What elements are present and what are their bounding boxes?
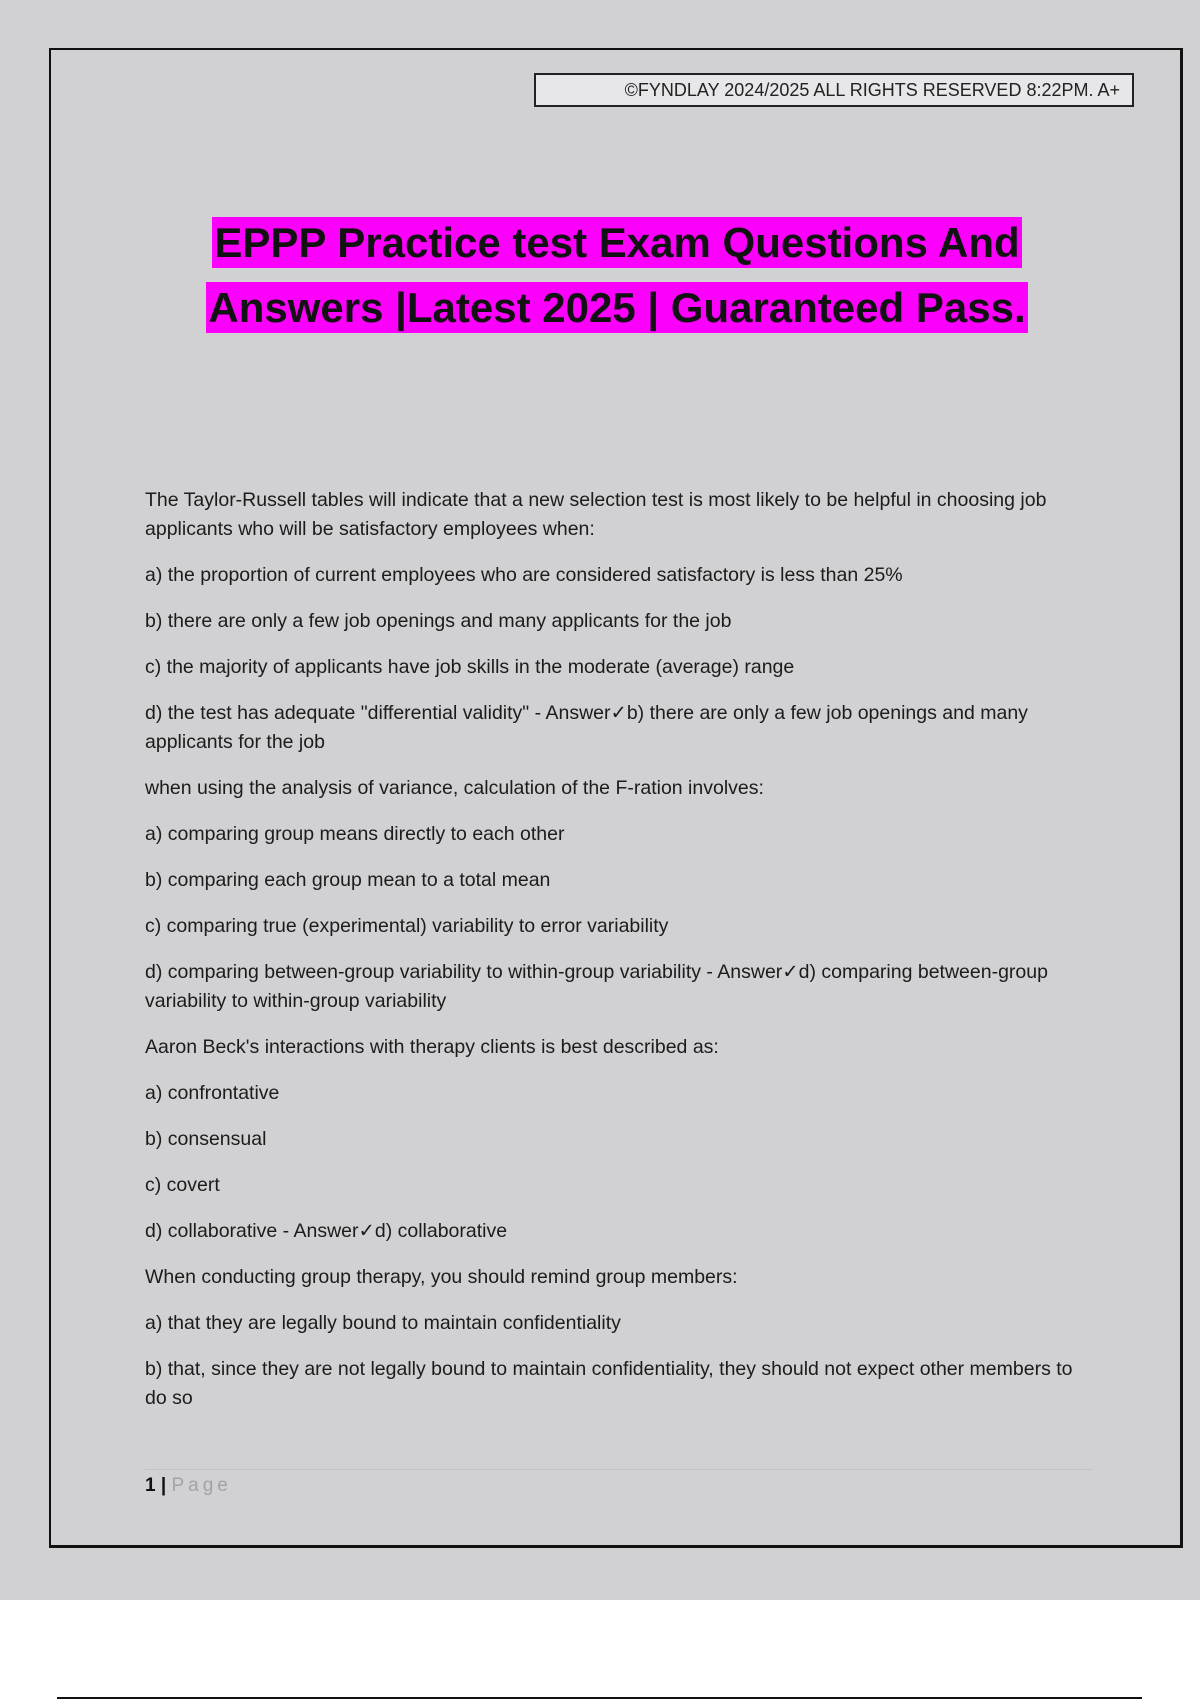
page-footer — [145, 1472, 232, 1500]
question-text: When conducting group therapy, you should remind group members: — [145, 1266, 738, 1288]
answer-option: b) that, since they are not legally bound to maintain confidentiality, they should not expect other members to do so — [145, 1358, 1073, 1409]
page-number: 1 — [145, 1475, 156, 1496]
next-page-top-rule — [57, 1697, 1142, 1699]
title-line-1: EPPP Practice test Exam Questions And — [214, 219, 1020, 266]
answer-option: a) confrontative — [145, 1082, 280, 1104]
answer-option: c) the majority of applicants have job skills in the moderate (average) range — [145, 656, 795, 678]
answer-option-with-key: d) collaborative - Answer✓d) collaborative — [145, 1220, 508, 1242]
answer-option: a) the proportion of current employees who are considered satisfactory is less than 25% — [145, 564, 903, 586]
answer-option: b) consensual — [145, 1128, 267, 1150]
footer-separator: | — [160, 1475, 167, 1496]
copyright-text: ©FYNDLAY 2024/2025 ALL RIGHTS RESERVED 8:22PM. A+ — [624, 79, 1120, 100]
question-text: when using the analysis of variance, calculation of the F-ration involves: — [145, 777, 764, 799]
question-text: Aaron Beck's interactions with therapy clients is best described as: — [145, 1036, 719, 1058]
question-text: The Taylor-Russell tables will indicate that a new selection test is most likely to be helpful in choosing job applicants who will be satisfactory employees when: — [145, 489, 1047, 540]
answer-option: c) comparing true (experimental) variability to error variability — [145, 915, 669, 937]
answer-option-with-key: d) comparing between-group variability to within-group variability - Answer✓d) comparing between-group variability to within-group variability — [145, 961, 1048, 1012]
footer-divider — [145, 1469, 1093, 1470]
answer-option: b) comparing each group mean to a total mean — [145, 869, 551, 891]
document-title — [0, 210, 1200, 340]
copyright-header — [534, 73, 1134, 107]
question-content — [145, 486, 1080, 1430]
answer-option: a) comparing group means directly to each other — [145, 823, 565, 845]
answer-option-with-key: d) the test has adequate "differential validity" - Answer✓b) there are only a few job openings and many applicants for the job — [145, 702, 1028, 753]
answer-option: a) that they are legally bound to maintain confidentiality — [145, 1312, 621, 1334]
answer-option: b) there are only a few job openings and many applicants for the job — [145, 610, 732, 632]
title-line-2: Answers |Latest 2025 | Guaranteed Pass. — [208, 284, 1026, 331]
answer-option: c) covert — [145, 1174, 220, 1196]
page-label: Page — [171, 1475, 232, 1496]
